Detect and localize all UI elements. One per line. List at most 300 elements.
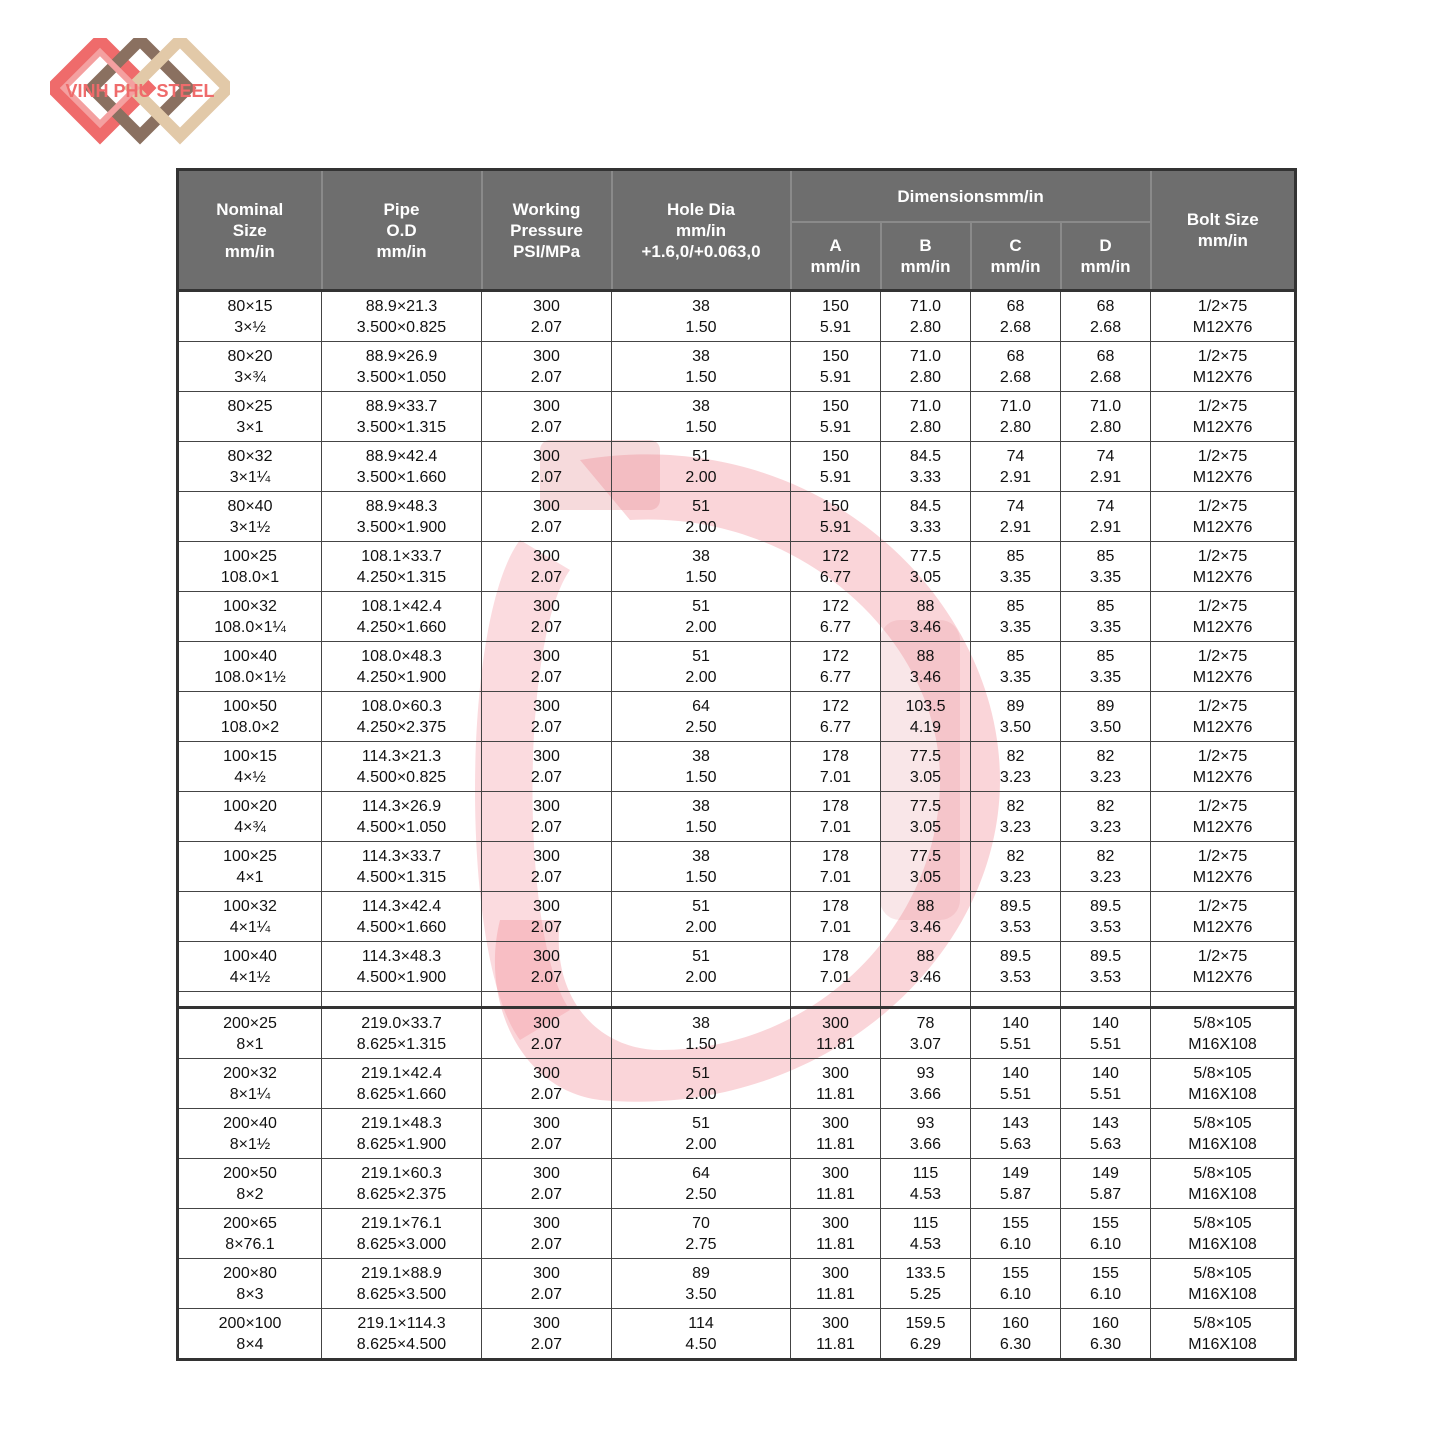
cell-working-pressure bbox=[482, 1008, 612, 1059]
cell-line: 6.10 bbox=[1089, 1285, 1122, 1303]
cell-line: 3.53 bbox=[1089, 918, 1122, 936]
cell-line: 2.07 bbox=[530, 418, 563, 436]
cell-nominal-size bbox=[178, 1008, 322, 1059]
cell-line: 149 bbox=[1002, 1164, 1029, 1182]
cell-line: 7.01 bbox=[819, 868, 852, 886]
cell-line: 51 bbox=[692, 497, 710, 515]
cell-line: 219.1×114.3 bbox=[357, 1314, 446, 1332]
cell-line: 5.91 bbox=[819, 418, 852, 436]
cell-line: 1.50 bbox=[685, 868, 717, 886]
cell-line: 5.91 bbox=[819, 468, 852, 486]
cell-line: M16X108 bbox=[1188, 1085, 1257, 1103]
cell-line: 4×½ bbox=[234, 768, 266, 786]
cell-nominal-size bbox=[178, 792, 322, 842]
cell-line: 3.05 bbox=[909, 868, 942, 886]
cell-line: 300 bbox=[533, 847, 560, 865]
cell-line: 85 bbox=[1006, 597, 1025, 615]
cell-working-pressure bbox=[482, 542, 612, 592]
header-bolt-size: Bolt Size mm/in bbox=[1151, 170, 1296, 291]
cell-line: 178 bbox=[822, 747, 849, 765]
cell-hole-dia bbox=[612, 442, 791, 492]
cell-dim-b bbox=[881, 1259, 971, 1309]
header-dim-a: A mm/in bbox=[791, 222, 881, 291]
cell-line: 150 bbox=[822, 497, 849, 515]
table-row bbox=[178, 291, 1296, 342]
cell-line: 3.66 bbox=[909, 1135, 942, 1153]
cell-line: 89 bbox=[692, 1264, 710, 1282]
cell-bolt-size bbox=[1151, 1109, 1296, 1159]
cell-line: 178 bbox=[822, 897, 849, 915]
cell-line: 3×1 bbox=[236, 418, 264, 436]
cell-bolt-size bbox=[1151, 291, 1296, 342]
brand-logo-text: VINH PHU STEEL bbox=[65, 81, 215, 101]
cell-line: 1/2×75 bbox=[1197, 797, 1248, 815]
cell-line: 11.81 bbox=[816, 1085, 855, 1103]
cell-line: 2.07 bbox=[530, 968, 563, 986]
cell-line: 4.250×1.315 bbox=[356, 568, 447, 586]
cell-line: 5/8×105 bbox=[1193, 1064, 1252, 1082]
cell-line: 6.77 bbox=[819, 618, 852, 636]
cell-line: 300 bbox=[533, 1164, 560, 1182]
cell-line: 300 bbox=[533, 1264, 560, 1282]
cell-pipe-od bbox=[322, 1008, 482, 1059]
cell-pipe-od bbox=[322, 842, 482, 892]
cell-dim-c bbox=[971, 392, 1061, 442]
cell-line: 3×¾ bbox=[234, 368, 266, 386]
cell-line: 6.77 bbox=[819, 718, 852, 736]
specification-table-container bbox=[176, 168, 1296, 1361]
cell-line: 8×3 bbox=[236, 1285, 264, 1303]
cell-line: 89.5 bbox=[999, 897, 1032, 915]
cell-line: 3.23 bbox=[999, 818, 1032, 836]
cell-line: 3.35 bbox=[1089, 668, 1122, 686]
cell-line: 84.5 bbox=[909, 497, 942, 515]
cell-line: M12X76 bbox=[1192, 518, 1253, 536]
cell-dim-a bbox=[791, 342, 881, 392]
cell-line: 155 bbox=[1092, 1214, 1119, 1232]
cell-pipe-od bbox=[322, 692, 482, 742]
cell-line: 82 bbox=[1096, 797, 1115, 815]
cell-line: 8.625×1.315 bbox=[356, 1035, 447, 1053]
cell-line: 3.53 bbox=[999, 918, 1032, 936]
cell-line: 77.5 bbox=[909, 797, 942, 815]
cell-line: 2.91 bbox=[1089, 468, 1122, 486]
cell-line: 133.5 bbox=[905, 1264, 946, 1282]
cell-line: 172 bbox=[822, 697, 849, 715]
cell-nominal-size bbox=[178, 642, 322, 692]
cell-dim-a bbox=[791, 1159, 881, 1209]
table-body-group-1 bbox=[178, 291, 1296, 992]
cell-line: 140 bbox=[1092, 1064, 1119, 1082]
cell-line: 3.500×1.050 bbox=[356, 368, 447, 386]
cell-nominal-size bbox=[178, 942, 322, 992]
table-body-group-2 bbox=[178, 1008, 1296, 1360]
cell-dim-c bbox=[971, 692, 1061, 742]
table-row bbox=[178, 1159, 1296, 1209]
cell-line: 140 bbox=[1092, 1014, 1119, 1032]
cell-line: 5/8×105 bbox=[1193, 1214, 1252, 1232]
cell-line: 1/2×75 bbox=[1197, 397, 1248, 415]
cell-dim-c bbox=[971, 1259, 1061, 1309]
cell-line: 150 bbox=[822, 297, 849, 315]
cell-dim-a bbox=[791, 1059, 881, 1109]
cell-pipe-od bbox=[322, 742, 482, 792]
cell-line: 89.5 bbox=[1089, 897, 1122, 915]
cell-dim-d bbox=[1061, 542, 1151, 592]
cell-line: 178 bbox=[822, 797, 849, 815]
cell-dim-a bbox=[791, 842, 881, 892]
cell-line: M16X108 bbox=[1188, 1135, 1257, 1153]
cell-line: 6.30 bbox=[1089, 1335, 1122, 1353]
cell-line: 89 bbox=[1006, 697, 1025, 715]
cell-line: 178 bbox=[822, 847, 849, 865]
cell-line: 6.30 bbox=[999, 1335, 1032, 1353]
cell-line: 71.0 bbox=[999, 397, 1032, 415]
cell-line: 89 bbox=[1096, 697, 1115, 715]
cell-bolt-size bbox=[1151, 542, 1296, 592]
cell-line: 2.07 bbox=[530, 818, 563, 836]
cell-dim-d bbox=[1061, 1259, 1151, 1309]
cell-line: 51 bbox=[692, 447, 710, 465]
cell-line: 3.35 bbox=[999, 568, 1032, 586]
cell-line: 3.05 bbox=[909, 568, 942, 586]
cell-pipe-od bbox=[322, 892, 482, 942]
table-row bbox=[178, 1008, 1296, 1059]
cell-line: 8.625×2.375 bbox=[356, 1185, 447, 1203]
cell-working-pressure bbox=[482, 592, 612, 642]
cell-dim-b bbox=[881, 291, 971, 342]
cell-dim-a bbox=[791, 1259, 881, 1309]
cell-line: 1.50 bbox=[685, 1035, 717, 1053]
cell-hole-dia bbox=[612, 642, 791, 692]
cell-line: 38 bbox=[692, 747, 710, 765]
cell-line: 2.07 bbox=[530, 1085, 563, 1103]
cell-working-pressure bbox=[482, 642, 612, 692]
cell-line: 51 bbox=[692, 897, 710, 915]
coupling-specification-table bbox=[176, 168, 1297, 1361]
cell-line: 8.625×1.660 bbox=[356, 1085, 447, 1103]
cell-dim-d bbox=[1061, 291, 1151, 342]
cell-dim-c bbox=[971, 942, 1061, 992]
cell-line: 2.07 bbox=[530, 568, 563, 586]
cell-dim-c bbox=[971, 742, 1061, 792]
cell-line: 172 bbox=[822, 547, 849, 565]
cell-line: 2.80 bbox=[909, 418, 942, 436]
cell-line: M16X108 bbox=[1188, 1285, 1257, 1303]
cell-line: 149 bbox=[1092, 1164, 1119, 1182]
cell-working-pressure bbox=[482, 1309, 612, 1360]
table-row bbox=[178, 542, 1296, 592]
cell-line: 219.1×76.1 bbox=[361, 1214, 442, 1232]
cell-line: 300 bbox=[533, 697, 560, 715]
cell-line: 5/8×105 bbox=[1193, 1314, 1252, 1332]
cell-line: 1.50 bbox=[685, 568, 717, 586]
cell-nominal-size bbox=[178, 392, 322, 442]
cell-line: 80×25 bbox=[227, 397, 273, 415]
cell-line: 300 bbox=[533, 297, 560, 315]
cell-line: 5.87 bbox=[999, 1185, 1032, 1203]
cell-line: 300 bbox=[533, 647, 560, 665]
table-gap bbox=[178, 992, 1296, 1008]
header-dim-b: B mm/in bbox=[881, 222, 971, 291]
cell-dim-a bbox=[791, 592, 881, 642]
cell-dim-a bbox=[791, 742, 881, 792]
cell-line: 2.00 bbox=[685, 518, 717, 536]
cell-nominal-size bbox=[178, 592, 322, 642]
cell-line: 2.80 bbox=[999, 418, 1032, 436]
table-row bbox=[178, 1109, 1296, 1159]
cell-line: 38 bbox=[692, 397, 710, 415]
cell-line: 4.500×0.825 bbox=[356, 768, 447, 786]
cell-line: 219.1×42.4 bbox=[361, 1064, 442, 1082]
cell-line: 108.0×2 bbox=[220, 718, 280, 736]
cell-line: 38 bbox=[692, 1014, 710, 1032]
cell-line: M12X76 bbox=[1192, 568, 1253, 586]
cell-nominal-size bbox=[178, 1059, 322, 1109]
cell-dim-a bbox=[791, 542, 881, 592]
cell-line: 3.05 bbox=[909, 768, 942, 786]
cell-dim-b bbox=[881, 1109, 971, 1159]
cell-working-pressure bbox=[482, 291, 612, 342]
cell-dim-b bbox=[881, 1209, 971, 1259]
cell-nominal-size bbox=[178, 542, 322, 592]
cell-hole-dia bbox=[612, 742, 791, 792]
cell-dim-c bbox=[971, 1159, 1061, 1209]
cell-line: M16X108 bbox=[1188, 1185, 1257, 1203]
cell-line: 2.00 bbox=[685, 918, 717, 936]
cell-line: 8×2 bbox=[236, 1185, 264, 1203]
cell-line: 155 bbox=[1002, 1214, 1029, 1232]
cell-line: 150 bbox=[822, 397, 849, 415]
cell-line: 68 bbox=[1096, 347, 1115, 365]
cell-line: 51 bbox=[692, 947, 710, 965]
cell-line: 300 bbox=[533, 497, 560, 515]
cell-line: 64 bbox=[692, 697, 710, 715]
cell-line: 68 bbox=[1006, 347, 1025, 365]
cell-dim-a bbox=[791, 392, 881, 442]
cell-line: 8.625×3.500 bbox=[356, 1285, 447, 1303]
cell-line: 3.35 bbox=[1089, 568, 1122, 586]
cell-pipe-od bbox=[322, 1059, 482, 1109]
cell-line: 108.1×42.4 bbox=[361, 597, 442, 615]
cell-dim-c bbox=[971, 1109, 1061, 1159]
cell-line: 114.3×21.3 bbox=[361, 747, 442, 765]
cell-dim-b bbox=[881, 392, 971, 442]
cell-line: 11.81 bbox=[816, 1035, 855, 1053]
cell-line: 82 bbox=[1096, 847, 1115, 865]
cell-hole-dia bbox=[612, 291, 791, 342]
cell-line: 2.07 bbox=[530, 868, 563, 886]
cell-line: 88 bbox=[916, 947, 935, 965]
cell-working-pressure bbox=[482, 942, 612, 992]
cell-hole-dia bbox=[612, 942, 791, 992]
cell-dim-c bbox=[971, 442, 1061, 492]
cell-dim-a bbox=[791, 942, 881, 992]
cell-dim-d bbox=[1061, 642, 1151, 692]
cell-line: 300 bbox=[822, 1214, 849, 1232]
cell-line: 3.46 bbox=[909, 668, 942, 686]
cell-dim-c bbox=[971, 542, 1061, 592]
cell-line: 84.5 bbox=[909, 447, 942, 465]
cell-line: 77.5 bbox=[909, 847, 942, 865]
cell-dim-c bbox=[971, 1209, 1061, 1259]
cell-pipe-od bbox=[322, 1159, 482, 1209]
cell-hole-dia bbox=[612, 1059, 791, 1109]
cell-working-pressure bbox=[482, 1059, 612, 1109]
cell-hole-dia bbox=[612, 842, 791, 892]
cell-line: 5.25 bbox=[909, 1285, 942, 1303]
cell-line: 100×15 bbox=[223, 747, 277, 765]
cell-line: 80×40 bbox=[227, 497, 273, 515]
cell-line: 300 bbox=[822, 1314, 849, 1332]
cell-dim-b bbox=[881, 442, 971, 492]
cell-line: 1/2×75 bbox=[1197, 297, 1248, 315]
cell-line: 4×1½ bbox=[229, 968, 271, 986]
cell-dim-d bbox=[1061, 1309, 1151, 1360]
cell-line: 2.68 bbox=[1089, 318, 1122, 336]
cell-nominal-size bbox=[178, 492, 322, 542]
cell-line: 100×50 bbox=[223, 697, 277, 715]
cell-line: 1/2×75 bbox=[1197, 647, 1248, 665]
cell-line: 200×100 bbox=[218, 1314, 282, 1332]
cell-line: 2.80 bbox=[909, 368, 942, 386]
cell-hole-dia bbox=[612, 1109, 791, 1159]
header-pipe-od: Pipe O.D mm/in bbox=[322, 170, 482, 291]
cell-line: 219.1×60.3 bbox=[361, 1164, 442, 1182]
cell-line: 88 bbox=[916, 597, 935, 615]
cell-dim-b bbox=[881, 1008, 971, 1059]
cell-hole-dia bbox=[612, 1008, 791, 1059]
cell-dim-b bbox=[881, 742, 971, 792]
cell-line: 219.0×33.7 bbox=[361, 1014, 442, 1032]
cell-line: 5.51 bbox=[999, 1035, 1032, 1053]
cell-line: 1/2×75 bbox=[1197, 597, 1248, 615]
cell-working-pressure bbox=[482, 742, 612, 792]
cell-line: 80×20 bbox=[227, 347, 273, 365]
cell-line: 300 bbox=[533, 1014, 560, 1032]
cell-hole-dia bbox=[612, 542, 791, 592]
cell-line: 38 bbox=[692, 547, 710, 565]
cell-line: 11.81 bbox=[816, 1235, 855, 1253]
cell-line: 1.50 bbox=[685, 318, 717, 336]
cell-line: 82 bbox=[1006, 747, 1025, 765]
cell-dim-b bbox=[881, 1309, 971, 1360]
cell-pipe-od bbox=[322, 942, 482, 992]
cell-line: M12X76 bbox=[1192, 768, 1253, 786]
cell-line: 114 bbox=[688, 1314, 714, 1332]
cell-dim-a bbox=[791, 642, 881, 692]
cell-line: 1/2×75 bbox=[1197, 747, 1248, 765]
cell-bolt-size bbox=[1151, 1259, 1296, 1309]
cell-bolt-size bbox=[1151, 442, 1296, 492]
cell-line: M12X76 bbox=[1192, 318, 1253, 336]
cell-line: 80×15 bbox=[227, 297, 273, 315]
cell-line: 2.80 bbox=[909, 318, 942, 336]
cell-line: 1/2×75 bbox=[1197, 697, 1248, 715]
cell-dim-c bbox=[971, 792, 1061, 842]
cell-line: M12X76 bbox=[1192, 918, 1253, 936]
cell-hole-dia bbox=[612, 892, 791, 942]
cell-line: 4.53 bbox=[909, 1235, 942, 1253]
cell-line: 2.00 bbox=[685, 468, 717, 486]
cell-line: 2.07 bbox=[530, 468, 563, 486]
cell-line: 89.5 bbox=[999, 947, 1032, 965]
cell-dim-a bbox=[791, 892, 881, 942]
cell-line: 1.50 bbox=[685, 368, 717, 386]
cell-line: 115 bbox=[912, 1214, 939, 1232]
cell-dim-d bbox=[1061, 1159, 1151, 1209]
cell-line: 51 bbox=[692, 1114, 710, 1132]
cell-line: M16X108 bbox=[1188, 1335, 1257, 1353]
cell-line: 300 bbox=[533, 947, 560, 965]
cell-dim-b bbox=[881, 942, 971, 992]
cell-pipe-od bbox=[322, 492, 482, 542]
cell-dim-a bbox=[791, 492, 881, 542]
cell-line: 71.0 bbox=[909, 397, 942, 415]
cell-dim-b bbox=[881, 1059, 971, 1109]
cell-line: 85 bbox=[1006, 647, 1025, 665]
cell-line: 4.250×1.900 bbox=[356, 668, 447, 686]
cell-line: 1.50 bbox=[685, 768, 717, 786]
cell-working-pressure bbox=[482, 692, 612, 742]
cell-line: 89.5 bbox=[1089, 947, 1122, 965]
cell-hole-dia bbox=[612, 1309, 791, 1360]
cell-line: 2.07 bbox=[530, 668, 563, 686]
cell-line: 3.23 bbox=[999, 868, 1032, 886]
cell-dim-b bbox=[881, 1159, 971, 1209]
cell-line: 1/2×75 bbox=[1197, 547, 1248, 565]
cell-line: 300 bbox=[533, 347, 560, 365]
cell-line: 103.5 bbox=[905, 697, 946, 715]
cell-nominal-size bbox=[178, 1259, 322, 1309]
cell-line: 3.35 bbox=[1089, 618, 1122, 636]
cell-bolt-size bbox=[1151, 892, 1296, 942]
cell-line: 2.07 bbox=[530, 918, 563, 936]
cell-line: 5/8×105 bbox=[1193, 1264, 1252, 1282]
cell-hole-dia bbox=[612, 1159, 791, 1209]
cell-line: M16X108 bbox=[1188, 1035, 1257, 1053]
header-nominal-size: Nominal Size mm/in bbox=[178, 170, 322, 291]
cell-dim-d bbox=[1061, 1209, 1151, 1259]
cell-line: 11.81 bbox=[816, 1335, 855, 1353]
cell-dim-b bbox=[881, 642, 971, 692]
cell-line: 11.81 bbox=[816, 1285, 855, 1303]
cell-line: 88 bbox=[916, 647, 935, 665]
cell-working-pressure bbox=[482, 1159, 612, 1209]
cell-line: M12X76 bbox=[1192, 618, 1253, 636]
cell-line: 300 bbox=[822, 1264, 849, 1282]
cell-working-pressure bbox=[482, 842, 612, 892]
cell-working-pressure bbox=[482, 492, 612, 542]
cell-line: M12X76 bbox=[1192, 818, 1253, 836]
cell-line: 200×32 bbox=[223, 1064, 277, 1082]
cell-line: 6.29 bbox=[909, 1335, 942, 1353]
cell-line: 1/2×75 bbox=[1197, 447, 1248, 465]
cell-line: 300 bbox=[533, 1214, 560, 1232]
cell-dim-c bbox=[971, 291, 1061, 342]
cell-bolt-size bbox=[1151, 742, 1296, 792]
cell-line: 51 bbox=[692, 1064, 710, 1082]
cell-line: 155 bbox=[1002, 1264, 1029, 1282]
cell-line: 82 bbox=[1006, 847, 1025, 865]
cell-line: 108.0×1½ bbox=[214, 668, 286, 686]
cell-line: 2.91 bbox=[999, 518, 1032, 536]
cell-line: 300 bbox=[822, 1064, 849, 1082]
cell-working-pressure bbox=[482, 442, 612, 492]
cell-line: 4.53 bbox=[909, 1185, 942, 1203]
cell-line: M12X76 bbox=[1192, 418, 1253, 436]
cell-line: 143 bbox=[1092, 1114, 1119, 1132]
